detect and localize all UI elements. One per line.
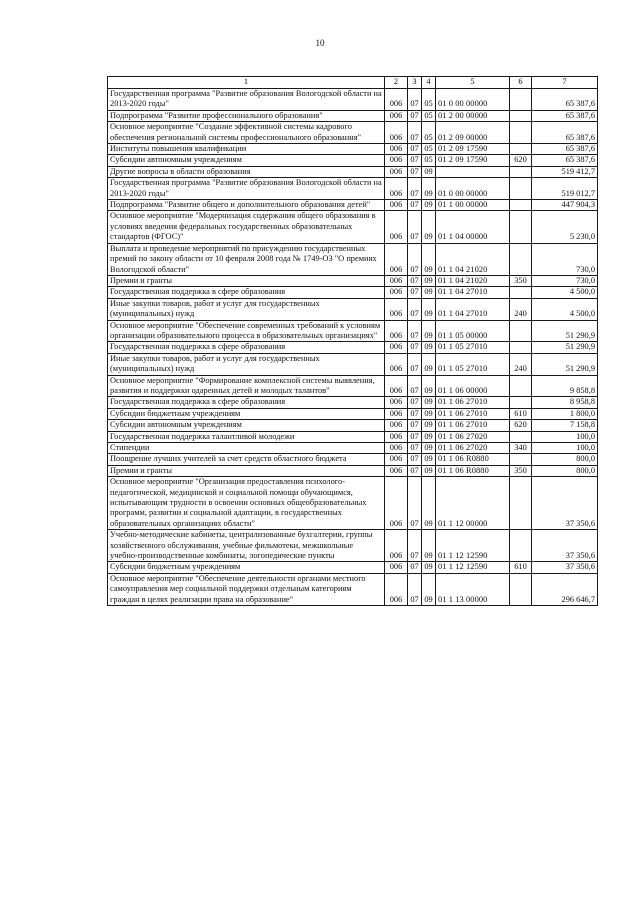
grbs-code-cell: 006 <box>385 89 408 111</box>
target-article-code-cell: 01 1 06 27020 <box>436 431 510 442</box>
expense-type-code-cell <box>510 200 532 211</box>
subsection-code-cell: 09 <box>422 353 436 375</box>
section-code-cell: 07 <box>408 298 422 320</box>
row-name-cell: Субсидии автономным учреждениям <box>108 420 385 431</box>
row-name-cell: Выплата и проведение мероприятий по присуждению государственных премий по закону области от 10 февраля 2008 года № 1749-ОЗ "О премиях Вологодской области" <box>108 243 385 275</box>
row-name-cell: Основное мероприятие "Создание эффективной системы кадрового обеспечения региональной системы профессионального образования" <box>108 122 385 144</box>
table-row <box>108 530 598 562</box>
table-row <box>108 178 598 200</box>
amount-cell: 65 387,6 <box>532 144 598 155</box>
section-code-cell: 07 <box>408 89 422 111</box>
row-name-cell: Другие вопросы в области образования <box>108 166 385 177</box>
subsection-code-cell: 09 <box>422 342 436 353</box>
table-row <box>108 397 598 408</box>
table-row <box>108 200 598 211</box>
amount-cell: 51 290,9 <box>532 320 598 342</box>
table-row <box>108 320 598 342</box>
section-code-cell: 07 <box>408 465 422 476</box>
row-name-cell: Основное мероприятие "Модернизация содержания общего образования в условиях введения федеральных государственных образовательных стандартов (ФГОС)" <box>108 211 385 243</box>
row-name-cell: Институты повышения квалификации <box>108 144 385 155</box>
table-row <box>108 166 598 177</box>
target-article-code-cell: 01 1 04 27010 <box>436 298 510 320</box>
section-code-cell: 07 <box>408 178 422 200</box>
section-code-cell: 07 <box>408 408 422 419</box>
section-code-cell: 07 <box>408 397 422 408</box>
target-article-code-cell: 01 1 04 21020 <box>436 243 510 275</box>
section-code-cell: 07 <box>408 211 422 243</box>
grbs-code-cell: 006 <box>385 275 408 286</box>
grbs-code-cell: 006 <box>385 477 408 530</box>
section-code-cell: 07 <box>408 275 422 286</box>
budget-table <box>107 76 598 606</box>
table-row <box>108 287 598 298</box>
expense-type-code-cell: 610 <box>510 408 532 419</box>
section-code-cell: 07 <box>408 443 422 454</box>
row-name-cell: Государственная программа "Развитие образования Вологодской области на 2013-2020 годы" <box>108 89 385 111</box>
section-code-cell: 07 <box>408 342 422 353</box>
grbs-code-cell: 006 <box>385 375 408 397</box>
expense-type-code-cell: 240 <box>510 298 532 320</box>
row-name-cell: Основное мероприятие "Формирование комплексной системы выявления, развития и поддержки одаренных детей и молодых талантов" <box>108 375 385 397</box>
column-header: 7 <box>532 77 598 89</box>
subsection-code-cell: 09 <box>422 530 436 562</box>
row-name-cell: Премии и гранты <box>108 465 385 476</box>
table-row <box>108 89 598 111</box>
row-name-cell: Премии и гранты <box>108 275 385 286</box>
expense-type-code-cell <box>510 122 532 144</box>
expense-type-code-cell <box>510 89 532 111</box>
target-article-code-cell: 01 2 09 00000 <box>436 122 510 144</box>
amount-cell: 4 500,0 <box>532 298 598 320</box>
section-code-cell: 07 <box>408 573 422 605</box>
grbs-code-cell: 006 <box>385 573 408 605</box>
subsection-code-cell: 09 <box>422 243 436 275</box>
section-code-cell: 07 <box>408 110 422 121</box>
subsection-code-cell: 09 <box>422 211 436 243</box>
amount-cell: 519 412,7 <box>532 166 598 177</box>
expense-type-code-cell <box>510 110 532 121</box>
subsection-code-cell: 09 <box>422 375 436 397</box>
row-name-cell: Государственная поддержка в сфере образования <box>108 287 385 298</box>
grbs-code-cell: 006 <box>385 110 408 121</box>
row-name-cell: Иные закупки товаров, работ и услуг для государственных (муниципальных) нужд <box>108 298 385 320</box>
target-article-code-cell: 01 2 09 17590 <box>436 144 510 155</box>
amount-cell: 296 646,7 <box>532 573 598 605</box>
grbs-code-cell: 006 <box>385 211 408 243</box>
amount-cell: 65 387,6 <box>532 122 598 144</box>
table-row <box>108 562 598 573</box>
subsection-code-cell: 09 <box>422 178 436 200</box>
expense-type-code-cell: 610 <box>510 562 532 573</box>
section-code-cell: 07 <box>408 562 422 573</box>
table-row <box>108 211 598 243</box>
target-article-code-cell <box>436 166 510 177</box>
section-code-cell: 07 <box>408 375 422 397</box>
subsection-code-cell: 09 <box>422 166 436 177</box>
grbs-code-cell: 006 <box>385 298 408 320</box>
target-article-code-cell: 01 1 06 00000 <box>436 375 510 397</box>
grbs-code-cell: 006 <box>385 122 408 144</box>
target-article-code-cell: 01 0 00 00000 <box>436 178 510 200</box>
row-name-cell: Иные закупки товаров, работ и услуг для государственных (муниципальных) нужд <box>108 353 385 375</box>
section-code-cell: 07 <box>408 166 422 177</box>
grbs-code-cell: 006 <box>385 166 408 177</box>
column-header: 1 <box>108 77 385 89</box>
amount-cell: 37 350,6 <box>532 530 598 562</box>
amount-cell: 37 350,6 <box>532 562 598 573</box>
subsection-code-cell: 09 <box>422 298 436 320</box>
table-row <box>108 443 598 454</box>
row-name-cell: Учебно-методические кабинеты, централизованные бухгалтерии, группы хозяйственного обслуживания, учебные фильмотеки, межшкольные учебно-производственные комбинаты, логопедические пункты <box>108 530 385 562</box>
header-row <box>108 77 598 89</box>
table-row <box>108 155 598 166</box>
target-article-code-cell: 01 1 06 27020 <box>436 443 510 454</box>
table-row <box>108 243 598 275</box>
grbs-code-cell: 006 <box>385 420 408 431</box>
target-article-code-cell: 01 1 05 27010 <box>436 353 510 375</box>
subsection-code-cell: 09 <box>422 562 436 573</box>
expense-type-code-cell <box>510 454 532 465</box>
column-header: 5 <box>436 77 510 89</box>
grbs-code-cell: 006 <box>385 530 408 562</box>
subsection-code-cell: 09 <box>422 200 436 211</box>
target-article-code-cell: 01 1 00 00000 <box>436 200 510 211</box>
target-article-code-cell: 01 1 06 R0880 <box>436 465 510 476</box>
row-name-cell: Основное мероприятие "Обеспечение современных требований к условиям организации образовательного процесса в образовательных организациях" <box>108 320 385 342</box>
amount-cell: 730,0 <box>532 243 598 275</box>
amount-cell: 100,0 <box>532 443 598 454</box>
section-code-cell: 07 <box>408 420 422 431</box>
amount-cell: 730,0 <box>532 275 598 286</box>
expense-type-code-cell <box>510 530 532 562</box>
row-name-cell: Государственная поддержка талантливой молодежи <box>108 431 385 442</box>
section-code-cell: 07 <box>408 454 422 465</box>
row-name-cell: Субсидии бюджетным учреждениям <box>108 408 385 419</box>
expense-type-code-cell <box>510 477 532 530</box>
target-article-code-cell: 01 1 06 27010 <box>436 408 510 419</box>
table-row <box>108 353 598 375</box>
grbs-code-cell: 006 <box>385 562 408 573</box>
amount-cell: 51 290,9 <box>532 342 598 353</box>
expense-type-code-cell: 350 <box>510 275 532 286</box>
grbs-code-cell: 006 <box>385 320 408 342</box>
grbs-code-cell: 006 <box>385 454 408 465</box>
row-name-cell: Государственная программа "Развитие образования Вологодской области на 2013-2020 годы" <box>108 178 385 200</box>
target-article-code-cell: 01 0 00 00000 <box>436 89 510 111</box>
subsection-code-cell: 09 <box>422 454 436 465</box>
subsection-code-cell: 09 <box>422 573 436 605</box>
table-row <box>108 342 598 353</box>
expense-type-code-cell <box>510 166 532 177</box>
amount-cell: 8 958,8 <box>532 397 598 408</box>
section-code-cell: 07 <box>408 144 422 155</box>
target-article-code-cell: 01 1 04 00000 <box>436 211 510 243</box>
amount-cell: 65 387,6 <box>532 89 598 111</box>
target-article-code-cell: 01 1 06 R0880 <box>436 454 510 465</box>
subsection-code-cell: 09 <box>422 420 436 431</box>
target-article-code-cell: 01 1 12 12590 <box>436 562 510 573</box>
amount-cell: 5 230,0 <box>532 211 598 243</box>
expense-type-code-cell: 620 <box>510 420 532 431</box>
amount-cell: 65 387,6 <box>532 110 598 121</box>
grbs-code-cell: 006 <box>385 408 408 419</box>
table-row <box>108 465 598 476</box>
subsection-code-cell: 09 <box>422 465 436 476</box>
section-code-cell: 07 <box>408 200 422 211</box>
amount-cell: 9 858,8 <box>532 375 598 397</box>
table-row <box>108 110 598 121</box>
subsection-code-cell: 09 <box>422 320 436 342</box>
table-row <box>108 573 598 605</box>
subsection-code-cell: 09 <box>422 443 436 454</box>
target-article-code-cell: 01 1 04 27010 <box>436 287 510 298</box>
amount-cell: 519 012,7 <box>532 178 598 200</box>
amount-cell: 51 290,9 <box>532 353 598 375</box>
column-header: 6 <box>510 77 532 89</box>
grbs-code-cell: 006 <box>385 287 408 298</box>
grbs-code-cell: 006 <box>385 155 408 166</box>
target-article-code-cell: 01 1 05 27010 <box>436 342 510 353</box>
expense-type-code-cell: 240 <box>510 353 532 375</box>
grbs-code-cell: 006 <box>385 243 408 275</box>
row-name-cell: Поощрение лучших учителей за счет средств областного бюджета <box>108 454 385 465</box>
row-name-cell: Субсидии бюджетным учреждениям <box>108 562 385 573</box>
subsection-code-cell: 09 <box>422 431 436 442</box>
amount-cell: 447 904,3 <box>532 200 598 211</box>
table-row <box>108 454 598 465</box>
grbs-code-cell: 006 <box>385 431 408 442</box>
subsection-code-cell: 05 <box>422 110 436 121</box>
amount-cell: 800,0 <box>532 465 598 476</box>
column-header: 3 <box>408 77 422 89</box>
amount-cell: 4 500,0 <box>532 287 598 298</box>
expense-type-code-cell: 340 <box>510 443 532 454</box>
table-row <box>108 408 598 419</box>
target-article-code-cell: 01 1 04 21020 <box>436 275 510 286</box>
grbs-code-cell: 006 <box>385 353 408 375</box>
row-name-cell: Основное мероприятие "Обеспечение деятельности органами местного самоуправления мер социальной поддержки отдельным категориям граждан в целях реализации права на образование" <box>108 573 385 605</box>
expense-type-code-cell: 350 <box>510 465 532 476</box>
grbs-code-cell: 006 <box>385 465 408 476</box>
amount-cell: 100,0 <box>532 431 598 442</box>
expense-type-code-cell <box>510 211 532 243</box>
target-article-code-cell: 01 1 06 27010 <box>436 420 510 431</box>
expense-type-code-cell <box>510 178 532 200</box>
table-row <box>108 477 598 530</box>
row-name-cell: Подпрограмма "Развитие общего и дополнительного образования детей" <box>108 200 385 211</box>
subsection-code-cell: 05 <box>422 89 436 111</box>
subsection-code-cell: 09 <box>422 287 436 298</box>
section-code-cell: 07 <box>408 243 422 275</box>
target-article-code-cell: 01 1 12 12590 <box>436 530 510 562</box>
page-number: 10 <box>315 38 325 48</box>
amount-cell: 65 387,6 <box>532 155 598 166</box>
section-code-cell: 07 <box>408 287 422 298</box>
amount-cell: 800,0 <box>532 454 598 465</box>
section-code-cell: 07 <box>408 431 422 442</box>
subsection-code-cell: 09 <box>422 408 436 419</box>
row-name-cell: Субсидии автономным учреждениям <box>108 155 385 166</box>
expense-type-code-cell <box>510 573 532 605</box>
section-code-cell: 07 <box>408 353 422 375</box>
target-article-code-cell: 01 1 05 00000 <box>436 320 510 342</box>
table-row <box>108 275 598 286</box>
amount-cell: 1 800,0 <box>532 408 598 419</box>
subsection-code-cell: 05 <box>422 144 436 155</box>
expense-type-code-cell <box>510 342 532 353</box>
subsection-code-cell: 09 <box>422 477 436 530</box>
amount-cell: 37 350,6 <box>532 477 598 530</box>
section-code-cell: 07 <box>408 530 422 562</box>
target-article-code-cell: 01 1 06 27010 <box>436 397 510 408</box>
amount-cell: 7 158,8 <box>532 420 598 431</box>
column-header: 4 <box>422 77 436 89</box>
table-row <box>108 122 598 144</box>
expense-type-code-cell <box>510 431 532 442</box>
expense-type-code-cell <box>510 375 532 397</box>
section-code-cell: 07 <box>408 477 422 530</box>
row-name-cell: Подпрограмма "Развитие профессионального образования" <box>108 110 385 121</box>
subsection-code-cell: 09 <box>422 275 436 286</box>
row-name-cell: Стипендии <box>108 443 385 454</box>
grbs-code-cell: 006 <box>385 144 408 155</box>
row-name-cell: Государственная поддержка в сфере образования <box>108 397 385 408</box>
target-article-code-cell: 01 1 12 00000 <box>436 477 510 530</box>
row-name-cell: Основное мероприятие "Организация предоставления психолого-педагогической, медицинской и социальной помощи обучающимся, испытывающим трудности в освоении основных общеобразовательных программ, развитии и социальной адаптации, в государственных образовательных организациях области" <box>108 477 385 530</box>
target-article-code-cell: 01 2 00 00000 <box>436 110 510 121</box>
column-header: 2 <box>385 77 408 89</box>
section-code-cell: 07 <box>408 155 422 166</box>
expense-type-code-cell: 620 <box>510 155 532 166</box>
grbs-code-cell: 006 <box>385 342 408 353</box>
table-row <box>108 375 598 397</box>
table-row <box>108 431 598 442</box>
table-row <box>108 144 598 155</box>
subsection-code-cell: 05 <box>422 155 436 166</box>
section-code-cell: 07 <box>408 122 422 144</box>
row-name-cell: Государственная поддержка в сфере образования <box>108 342 385 353</box>
expense-type-code-cell <box>510 320 532 342</box>
subsection-code-cell: 05 <box>422 122 436 144</box>
grbs-code-cell: 006 <box>385 443 408 454</box>
grbs-code-cell: 006 <box>385 397 408 408</box>
section-code-cell: 07 <box>408 320 422 342</box>
subsection-code-cell: 09 <box>422 397 436 408</box>
grbs-code-cell: 006 <box>385 178 408 200</box>
expense-type-code-cell <box>510 397 532 408</box>
table-row <box>108 298 598 320</box>
table-row <box>108 420 598 431</box>
target-article-code-cell: 01 2 09 17590 <box>436 155 510 166</box>
grbs-code-cell: 006 <box>385 200 408 211</box>
expense-type-code-cell <box>510 243 532 275</box>
target-article-code-cell: 01 1 13 00000 <box>436 573 510 605</box>
expense-type-code-cell <box>510 144 532 155</box>
expense-type-code-cell <box>510 287 532 298</box>
